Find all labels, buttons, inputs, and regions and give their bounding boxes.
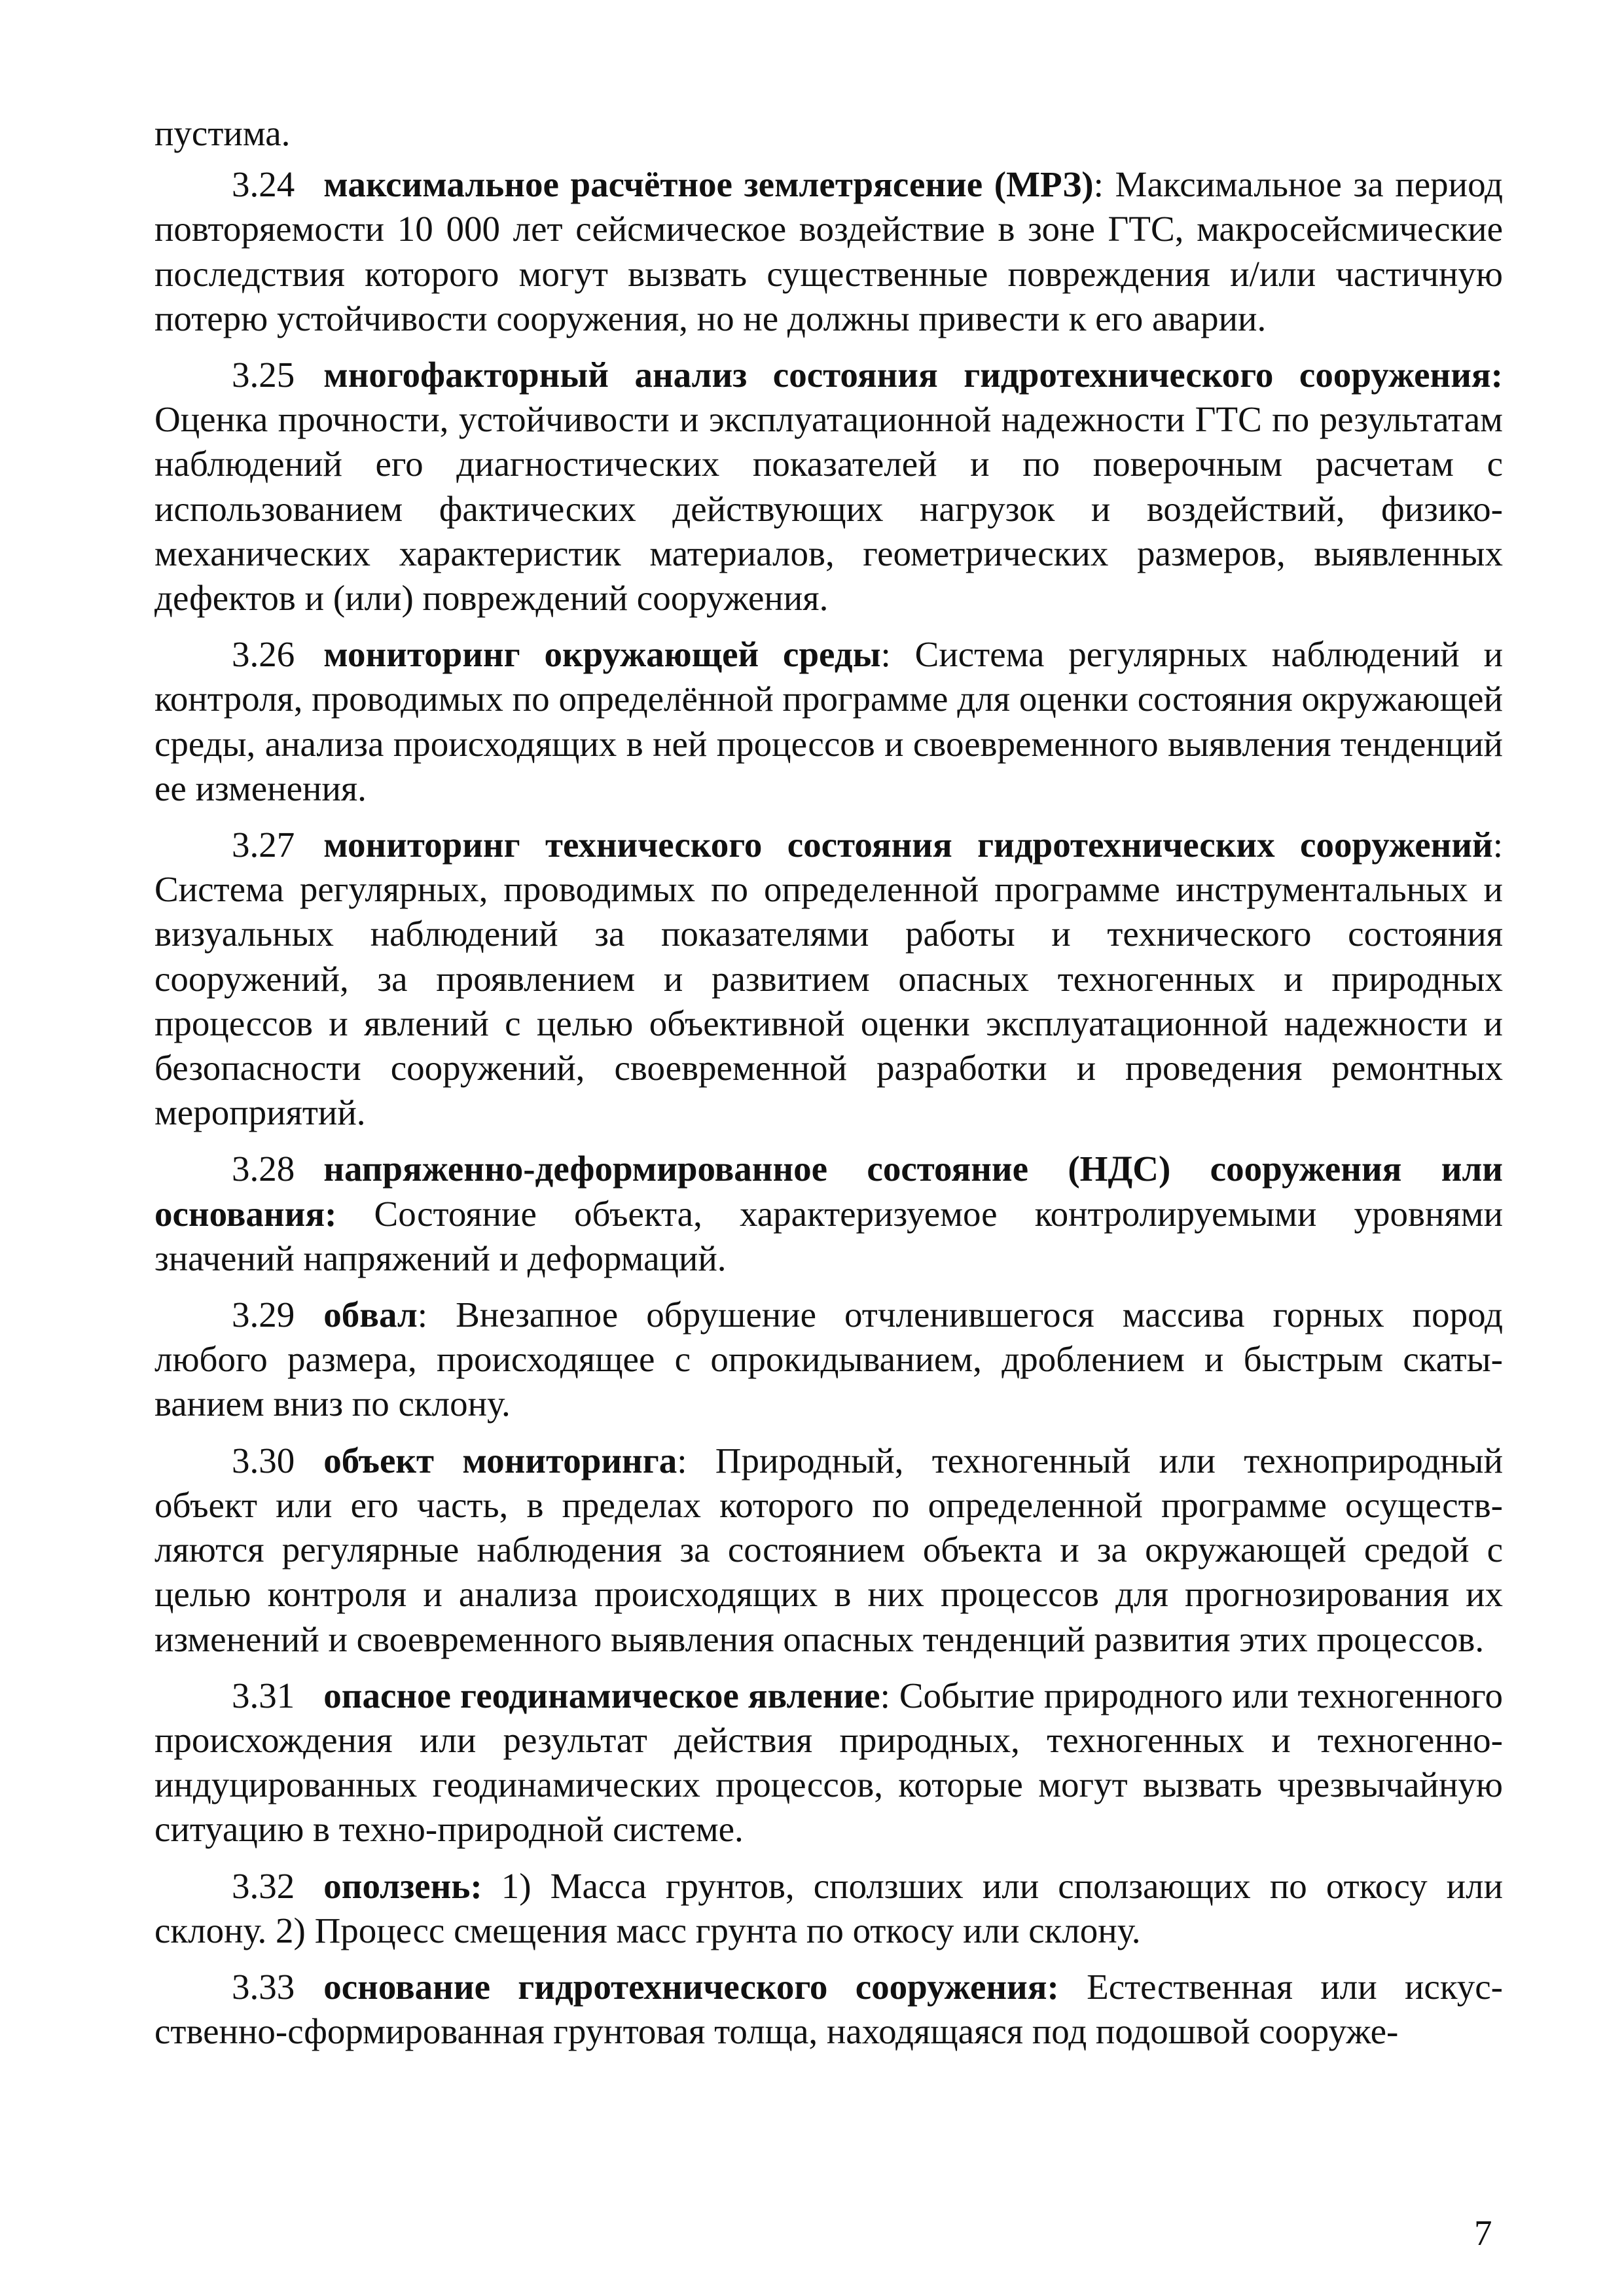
page-body (154, 111, 1503, 2066)
definition-number: 3.25 (232, 355, 295, 395)
definition-separator: : (880, 1675, 899, 1715)
definition-number: 3.26 (232, 634, 295, 675)
definition-text: Природный, техногенный или техноприродный объект или его часть, в пределах которого по определенной программе осуществляются регулярные наблюдения за состоянием объекта и за окружающей средой с целью контроля и анализа происходящих в них процессов для прогнозирования их изменений и своевременного выявления опасных тенденций развития этих процессов. (154, 1440, 1504, 1659)
definition-text: Событие природного или техногенного происхождения или результат действия природных, техногенных и техногенно-индуцированных геодинамических процессов, которые могут вызвать чрезвычайную ситуацию в техно-природной системе. (154, 1675, 1503, 1850)
definition-3-31 (154, 1674, 1503, 1852)
definition-text: Состояние объекта, характеризуемое контролируемыми уровнями значений напряжений и деформаций. (154, 1193, 1503, 1278)
definition-3-26 (154, 632, 1503, 811)
definition-number: 3.32 (232, 1865, 295, 1906)
definition-number: 3.31 (232, 1675, 295, 1715)
definition-term: основание гидротехнического сооружения: (323, 1966, 1059, 2007)
definition-term: обвал (323, 1295, 418, 1335)
definition-3-32 (154, 1864, 1503, 1953)
definition-separator (336, 1194, 374, 1234)
definition-3-30 (154, 1439, 1503, 1662)
definition-term: многофакторный анализ состояния гидротехнического сооружения: (323, 355, 1503, 395)
definition-text: 1) Масса грунтов, сползших или сползающих по откосу или склону. 2) Процесс смещения масс грунта по откосу или склону. (154, 1865, 1503, 1950)
page-number: 7 (1474, 2213, 1492, 2253)
definition-separator: : (1492, 825, 1503, 865)
definition-number: 3.28 (232, 1149, 295, 1189)
definition-separator: : (1093, 164, 1115, 205)
definition-term: оползень: (323, 1865, 482, 1906)
definition-3-24 (154, 162, 1503, 341)
definition-number: 3.27 (232, 825, 295, 865)
definition-term: напряженно-деформированное состояние (НДС) сооружения или основания: (154, 1149, 1503, 1234)
definition-term: объект мониторинга (323, 1440, 677, 1480)
definition-separator (1059, 1967, 1087, 2007)
definition-text: Внезапное обрушение отчленившегося массива горных пород любого размера, происходящее с опрокидыванием, дроблением и быстрым скатыванием вниз по склону. (154, 1295, 1503, 1424)
definition-text: Естественная или искусственно-сформированная грунтовая толща, находящаяся под подошвой сооруже- (154, 1966, 1503, 2052)
definition-separator: : (880, 634, 915, 675)
definition-term: мониторинг окружающей среды (323, 634, 881, 675)
definition-term: максимальное расчётное землетрясение (МРЗ) (323, 164, 1094, 205)
definition-3-28 (154, 1147, 1503, 1281)
definition-text: Оценка прочности, устойчивости и эксплуатационной надежности ГТС по результатам наблюдений его диагностических показателей и по поверочным расчетам с использованием фактических действующих нагрузок и воздействий, физико-механических характеристик материалов, геометрических размеров, выявленных дефектов и (или) повреждений сооружения. (154, 399, 1503, 619)
definition-number: 3.33 (232, 1966, 295, 2007)
definition-text: Система регулярных, проводимых по определенной программе инструментальных и визуальных наблюдений за показателями работы и технического состояния сооружений, за проявлением и развитием опасных техногенных и природных процессов и явлений с целью объективной оценки эксплуатационной надежности и безопасности сооружений, своевременной разработки и проведения ремонтных мероприятий. (154, 869, 1503, 1133)
definition-number: 3.29 (232, 1295, 295, 1335)
definition-number: 3.30 (232, 1440, 295, 1480)
definition-separator (482, 1866, 501, 1906)
definition-3-25 (154, 353, 1503, 620)
definition-text: Максимальное за период повторяемости 10 000 лет сейсмическое воздействие в зоне ГТС, макросейсмические последствия которого могут вызвать существенные повреждения и/или частичную потерю устойчивости сооружения, но не должны привести к его аварии. (154, 164, 1504, 338)
continued-text: пустима. (154, 113, 291, 153)
definition-term: опасное геодинамическое явление (323, 1675, 880, 1715)
definition-3-27 (154, 823, 1503, 1135)
definition-3-29 (154, 1293, 1503, 1427)
definition-separator: : (677, 1440, 715, 1480)
definition-text: Система регулярных наблюдений и контроля, проводимых по определённой программе для оценки состояния окружающей среды, анализа происходящих в ней процессов и своевременного выявления тенденций ее изменения. (154, 634, 1503, 808)
definition-term: мониторинг технического состояния гидротехнических сооружений (323, 825, 1493, 865)
definition-3-33 (154, 1965, 1503, 2054)
definition-separator: : (417, 1295, 456, 1335)
definition-number: 3.24 (232, 164, 295, 205)
